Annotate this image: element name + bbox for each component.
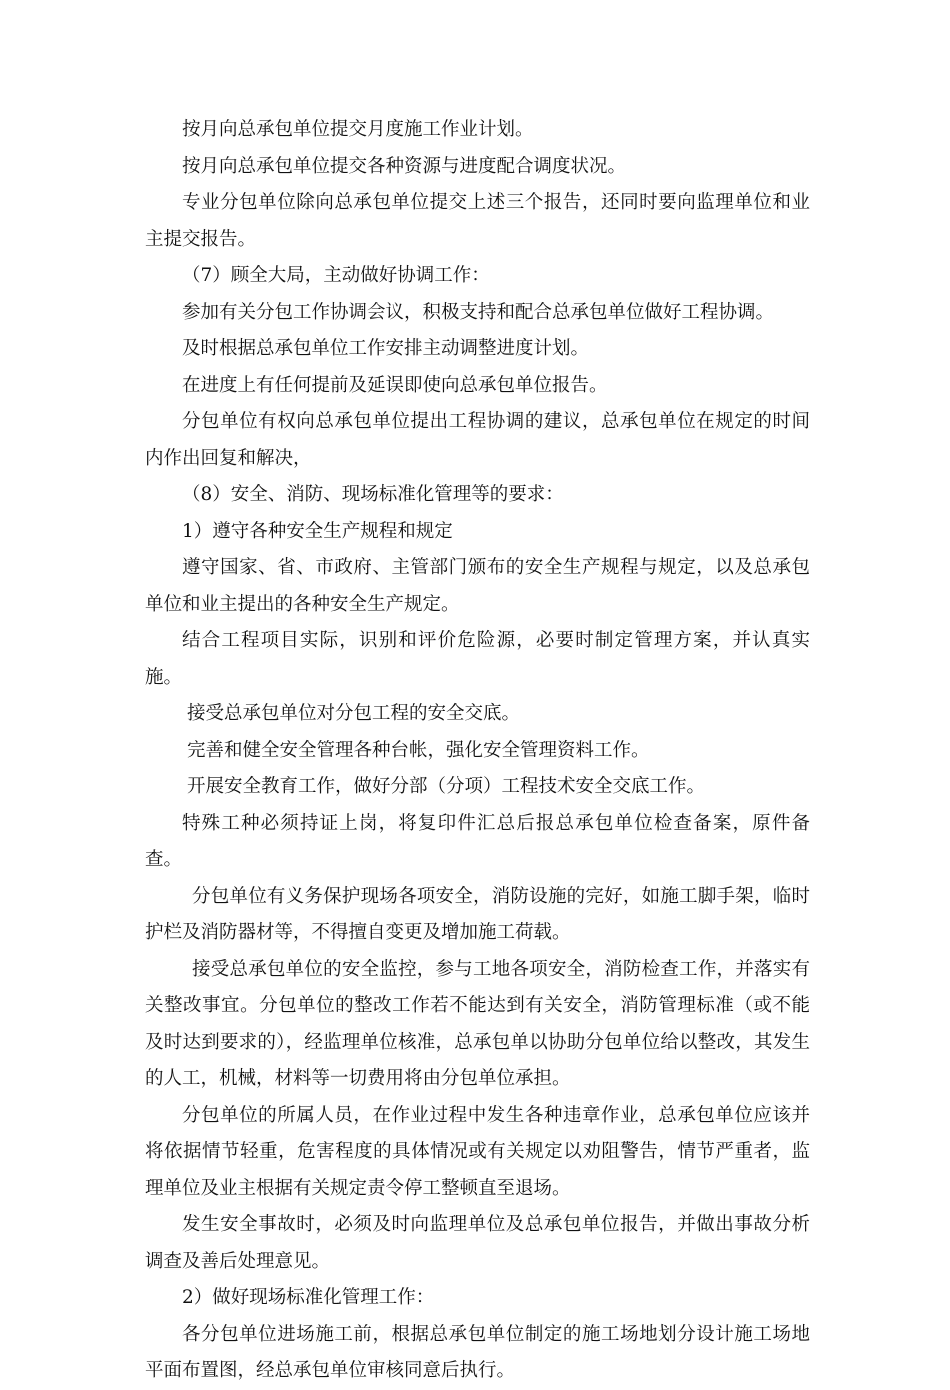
- paragraph: 分包单位有权向总承包单位提出工程协调的建议，总承包单位在规定的时间内作出回复和解决，: [145, 411, 810, 469]
- paragraph: 参加有关分包工作协调会议，积极支持和配合总承包单位做好工程协调。: [182, 301, 775, 323]
- section-heading: （7）顾全大局，主动做好协调工作：: [182, 265, 490, 286]
- paragraph: 结合工程项目实际，识别和评价危险源，必要时制定管理方案，并认真实施。: [145, 630, 810, 688]
- paragraph: 各分包单位进场施工前，根据总承包单位制定的施工场地划分设计施工场地平面布置图，经总承包单位审核同意后执行。: [145, 1323, 810, 1381]
- paragraph: 专业分包单位除向总承包单位提交上述三个报告，还同时要向监理单位和业主提交报告。: [145, 192, 810, 250]
- paragraph: 接受总承包单位对分包工程的安全交底。: [187, 703, 521, 724]
- paragraph: 开展安全教育工作，做好分部（分项）工程技术安全交底工作。: [187, 776, 706, 797]
- paragraph: 遵守国家、省、市政府、主管部门颁布的安全生产规程与规定，以及总承包单位和业主提出的各种安全生产规定。: [145, 557, 810, 615]
- paragraph: 按月向总承包单位提交月度施工作业计划。: [182, 119, 534, 140]
- paragraph: 在进度上有任何提前及延误即使向总承包单位报告。: [182, 374, 608, 396]
- paragraph: 分包单位有义务保护现场各项安全，消防设施的完好，如施工脚手架，临时护栏及消防器材等，不得擅自变更及增加施工荷载。: [145, 885, 810, 943]
- paragraph: 接受总承包单位的安全监控，参与工地各项安全，消防检查工作，并落实有关整改事宜。分包单位的整改工作若不能达到有关安全，消防管理标准（或不能及时达到要求的），经监理单位核准，总承包单以协助分包单位给以整改，其发生的人工，机械，材料等一切费用将由分包单位承担。: [145, 958, 810, 1089]
- paragraph: 特殊工种必须持证上岗，将复印件汇总后报总承包单位检查备案，原件备查。: [145, 812, 810, 870]
- paragraph: 及时根据总承包单位工作安排主动调整进度计划。: [182, 338, 590, 359]
- subsection-heading: 2）做好现场标准化管理工作：: [182, 1287, 435, 1308]
- document-body: [145, 112, 810, 1390]
- section-heading: （8）安全、消防、现场标准化管理等的要求：: [182, 484, 564, 505]
- subsection-heading: 1）遵守各种安全生产规程和规定: [182, 520, 453, 542]
- paragraph: 完善和健全安全管理各种台帐，强化安全管理资料工作。: [187, 739, 650, 761]
- paragraph: 按月向总承包单位提交各种资源与进度配合调度状况。: [182, 155, 627, 177]
- paragraph: 发生安全事故时，必须及时向监理单位及总承包单位报告，并做出事故分析调查及善后处理意见。: [145, 1214, 810, 1272]
- paragraph: 分包单位的所属人员，在作业过程中发生各种违章作业，总承包单位应该并将依据情节轻重，危害程度的具体情况或有关规定以劝阻警告，情节严重者，监理单位及业主根据有关规定责令停工整顿直至退场。: [145, 1104, 810, 1199]
